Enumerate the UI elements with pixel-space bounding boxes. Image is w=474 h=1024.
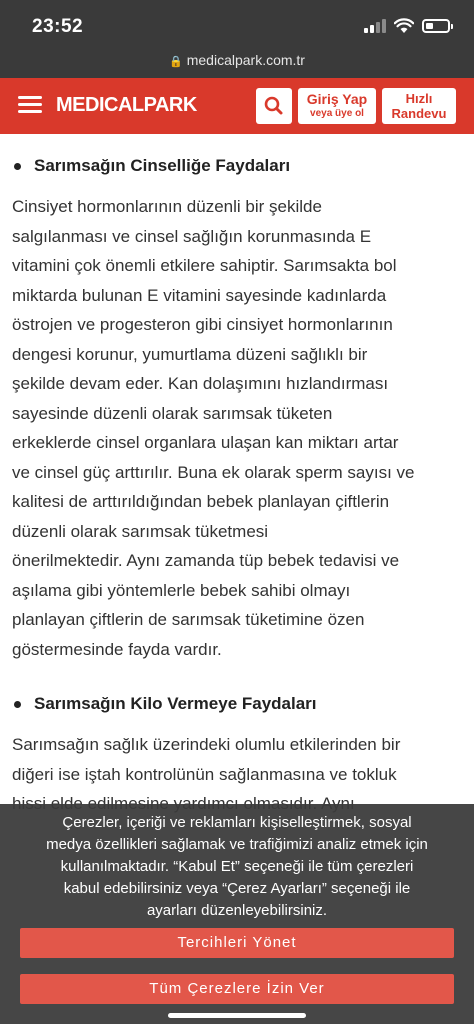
paragraph-line: Cinsiyet hormonlarının düzenli bir şekilde [12,197,322,216]
bullet-icon [14,701,21,708]
paragraph-line: Sarımsağın sağlık üzerindeki olumlu etkilerinden bir [12,735,401,754]
section-heading [12,156,290,176]
appointment-label-line2: Randevu [391,106,447,121]
quick-appointment-button[interactable] [382,88,456,124]
allow-all-cookies-button[interactable]: Tüm Çerezlere İzin Ver [20,974,454,1004]
cookie-message-line: Çerezler, içeriği ve reklamları kişiselleştirmek, sosyal [62,814,412,831]
login-label: Giriş Yap [306,91,368,107]
menu-icon[interactable] [18,96,42,114]
paragraph-line: diğeri ise iştah kontrolünün sağlanmasına ve tokluk [12,764,397,784]
cellular-signal-icon [364,19,386,33]
paragraph-line: salgılanması ve cinsel sağlığın korunmasında E [12,226,372,246]
site-logo[interactable]: MEDICALPARK [56,94,197,116]
paragraph-line: aşılama gibi yöntemlerle bebek sahibi olmayı [12,580,351,600]
site-header [0,78,474,134]
section-heading [12,694,317,714]
paragraph-line: östrojen ve progesteron gibi cinsiyet hormonlarının [12,315,393,334]
paragraph-line: vitamini çok önemli etkilere sahiptir. Sarımsakta bol [12,256,397,275]
appointment-label-line1: Hızlı [405,91,433,106]
paragraph-line: ve cinsel güç arttırılır. Buna ek olarak sperm sayısı ve [12,462,415,482]
search-button[interactable] [256,88,292,124]
address-bar[interactable] [0,52,474,68]
signup-sublabel: veya üye ol [310,108,364,119]
cookie-consent-banner [0,804,474,1024]
paragraph-line: kalitesi de arttırıldığından bebek planlayan çiftlerin [12,492,390,511]
cookie-message-line: kabul edebilirsiniz veya “Çerez Ayarları” seçeneği ile [63,880,411,897]
bullet-icon [14,163,21,170]
paragraph-line: erkeklerde cinsel organlara ulaşan kan miktarı artar [12,433,399,452]
paragraph-line: önerilmektedir. Aynı zamanda tüp bebek tedavisi ve [12,551,400,570]
battery-icon [422,19,450,33]
cookie-message-line: kullanılmaktadır. “Kabul Et” seçeneği ile tüm çerezleri [60,858,414,875]
paragraph-line: sayesinde düzenli olarak sarımsak tüketen [12,403,333,423]
home-indicator[interactable] [168,1013,306,1018]
section-heading-text: Sarımsağın Kilo Vermeye Faydaları [34,694,317,713]
login-button[interactable] [298,88,376,124]
paragraph-line: göstermesinde fayda vardır. [12,639,222,659]
paragraph-line: miktarda bulunan E vitamini sayesinde kadınlarda [12,285,387,305]
lock-icon: 🔒 [169,56,183,68]
section-paragraph [12,192,464,664]
cookie-message-line: ayarları düzenleyebilirsiniz. [146,902,328,919]
wifi-icon [394,18,414,34]
cookie-message-line: medya özellikleri sağlamak ve trafiğimizi analiz etmek için [46,836,428,853]
paragraph-line: şekilde devam eder. Kan dolaşımını hızlandırması [12,374,389,393]
paragraph-line: dengesi korunur, yumurtlama düzeni sağlıklı bir [12,344,368,364]
manage-preferences-button[interactable]: Tercihleri Yönet [20,928,454,958]
section-heading-text: Sarımsağın Cinselliğe Faydaları [34,156,291,175]
search-icon [256,88,292,124]
status-time: 23:52 [32,16,84,37]
cookie-message [10,812,464,922]
paragraph-line: düzenli olarak sarımsak tüketmesi [12,521,269,541]
paragraph-line: planlayan çiftlerin de sarımsak tüketimine özen [12,610,365,629]
url-text: medicalpark.com.tr [186,52,305,68]
status-icons [364,18,450,34]
status-bar [0,0,474,78]
